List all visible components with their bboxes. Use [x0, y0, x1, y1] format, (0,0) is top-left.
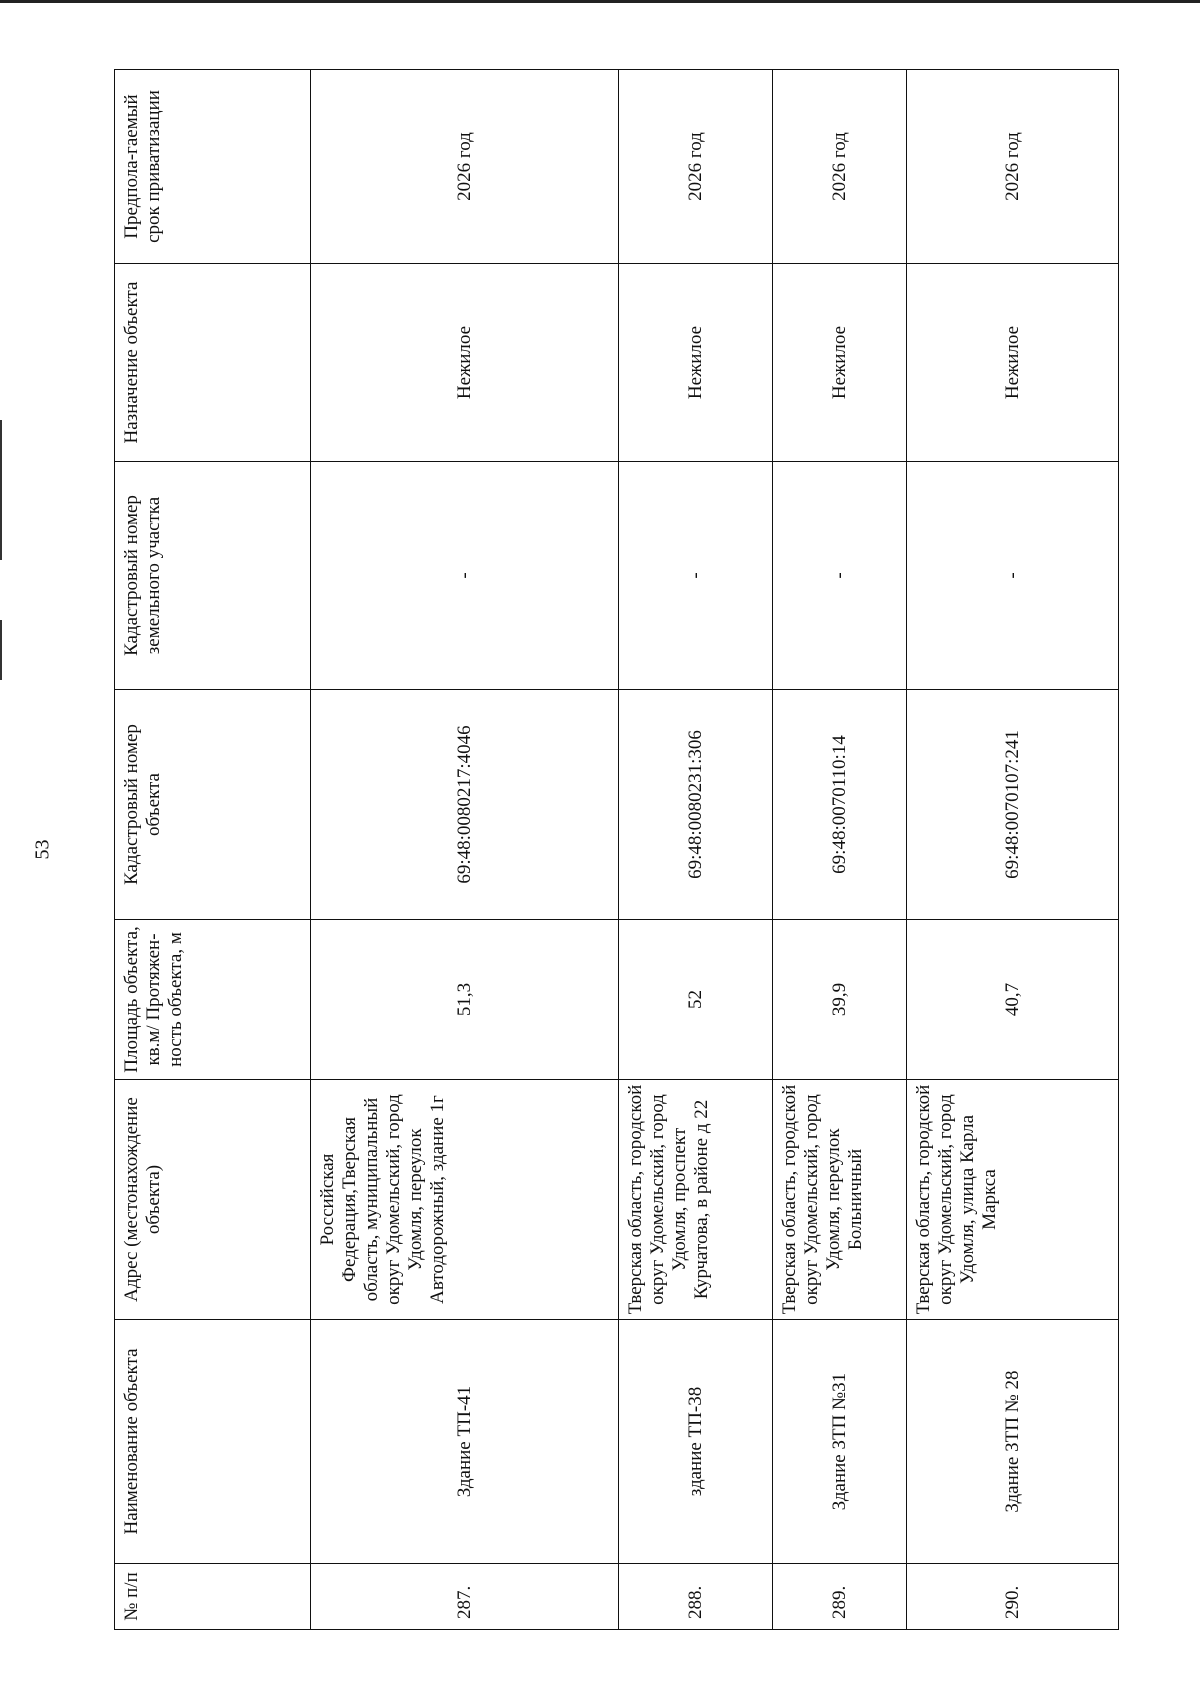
row-area: 40,7: [907, 920, 1119, 1080]
row-area: 51,3: [311, 920, 619, 1080]
row-area: 52: [619, 920, 773, 1080]
scan-edge-top: [0, 0, 1200, 3]
header-term: Предпола-гаемый срок приватизации: [115, 70, 311, 264]
row-address: Российская Федерация,Тверская область, муниципальный округ Удомельский, город Удомля, переулок Автодорожный, здание 1г: [311, 1080, 619, 1320]
row-name: здание ТП-38: [619, 1320, 773, 1564]
row-land-cadastral: -: [907, 462, 1119, 690]
row-num: 287.: [311, 1564, 619, 1630]
row-purpose: Нежилое: [311, 264, 619, 462]
scan-edge-left: [0, 620, 2, 680]
table-row: [907, 70, 1119, 1630]
page-number: 53: [31, 839, 54, 860]
rotated-table-wrapper: [114, 70, 1118, 1630]
row-term: 2026 год: [773, 70, 907, 264]
header-num: № п/п: [115, 1564, 311, 1630]
row-term: 2026 год: [907, 70, 1119, 264]
row-num: 290.: [907, 1564, 1119, 1630]
header-purpose: Назначение объекта: [115, 264, 311, 462]
table-header-row: [115, 70, 311, 1630]
header-land-cadastral: Кадастровый номер земельного участка: [115, 462, 311, 690]
row-address: Тверская область, городской округ Удомельский, город Удомля, улица Карла Маркса: [907, 1080, 1119, 1320]
row-address: Тверская область, городской округ Удомельский, город Удомля, переулок Больничный: [773, 1080, 907, 1320]
row-land-cadastral: -: [311, 462, 619, 690]
row-name: Здание ЗТП № 28: [907, 1320, 1119, 1564]
row-land-cadastral: -: [773, 462, 907, 690]
row-cadastral: 69:48:0070107:241: [907, 690, 1119, 920]
row-purpose: Нежилое: [773, 264, 907, 462]
row-land-cadastral: -: [619, 462, 773, 690]
row-purpose: Нежилое: [619, 264, 773, 462]
row-cadastral: 69:48:0080231:306: [619, 690, 773, 920]
header-address: Адрес (местонахождение объекта): [115, 1080, 311, 1320]
row-area: 39,9: [773, 920, 907, 1080]
row-cadastral: 69:48:0080217:4046: [311, 690, 619, 920]
table-row: [619, 70, 773, 1630]
privatization-table: [114, 69, 1119, 1630]
row-cadastral: 69:48:0070110:14: [773, 690, 907, 920]
row-address: Тверская область, городской округ Удомельский, город Удомля, проспект Курчатова, в районе д 22: [619, 1080, 773, 1320]
row-name: Здание ЗТП №31: [773, 1320, 907, 1564]
row-num: 288.: [619, 1564, 773, 1630]
header-cadastral: Кадастровый номер объекта: [115, 690, 311, 920]
header-area: Площадь объекта, кв.м/ Протяжен-ность объекта, м: [115, 920, 311, 1080]
table-row: [311, 70, 619, 1630]
row-purpose: Нежилое: [907, 264, 1119, 462]
row-name: Здание ТП-41: [311, 1320, 619, 1564]
row-num: 289.: [773, 1564, 907, 1630]
scan-edge-left: [0, 420, 2, 560]
header-name: Наименование объекта: [115, 1320, 311, 1564]
row-term: 2026 год: [619, 70, 773, 264]
row-term: 2026 год: [311, 70, 619, 264]
table-row: [773, 70, 907, 1630]
